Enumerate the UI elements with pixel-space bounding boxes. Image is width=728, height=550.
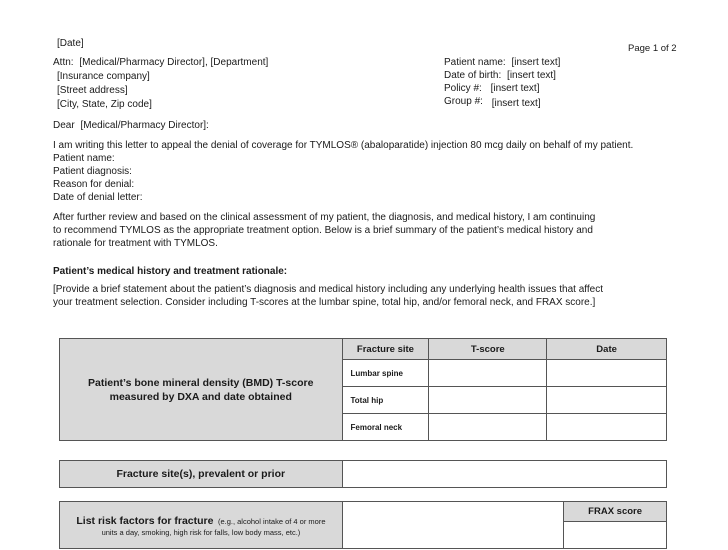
review-line-2: to recommend TYMLOS as the appropriate treatment option. Below is a brief summary of the patient’s medical history and bbox=[53, 225, 593, 236]
street-address: [Street address] bbox=[57, 85, 128, 96]
risk-factors-value-cell[interactable] bbox=[342, 502, 563, 549]
bmd-table-label bbox=[60, 339, 343, 441]
lumbar-spine-date-cell[interactable] bbox=[547, 360, 667, 387]
history-heading: Patient’s medical history and treatment rationale: bbox=[53, 266, 288, 277]
patient-name-label: Patient name: bbox=[444, 57, 506, 68]
intro-field-diagnosis: Patient diagnosis: bbox=[53, 166, 132, 177]
bmd-label-line-1: Patient’s bone mineral density (BMD) T-score bbox=[88, 376, 314, 389]
intro-sentence: I am writing this letter to appeal the denial of coverage for TYMLOS® (abaloparatide) injection 80 mcg daily on behalf of my patient. bbox=[53, 140, 634, 151]
letter-date: [Date] bbox=[57, 38, 84, 49]
salutation-recipient: [Medical/Pharmacy Director]: bbox=[80, 120, 209, 131]
history-instructions-line-2[interactable]: your treatment selection. Consider including T-scores at the lumbar spine, total hip, and/or femoral neck, and FRAX score.] bbox=[53, 297, 596, 308]
femoral-neck-date-cell[interactable] bbox=[547, 414, 667, 441]
bmd-header-fracture-site: Fracture site bbox=[342, 339, 429, 360]
salutation bbox=[53, 119, 212, 132]
policy-label: Policy #: bbox=[444, 83, 482, 94]
femoral-neck-t-score-cell[interactable] bbox=[429, 414, 547, 441]
salutation-dear: Dear bbox=[53, 120, 75, 131]
risk-factors-label: List risk factors for fracture bbox=[76, 515, 214, 527]
review-line-3: rationale for treatment with TYMLOS. bbox=[53, 238, 218, 249]
bmd-label-line-2: measured by DXA and date obtained bbox=[109, 390, 292, 403]
group-label: Group #: bbox=[444, 96, 483, 107]
risk-factors-table bbox=[59, 501, 667, 549]
page-number: Page 1 of 2 bbox=[628, 43, 677, 54]
risk-factors-hint-2: units a day, smoking, high risk for falls, low body mass, etc.) bbox=[101, 528, 301, 537]
attn-value: [Medical/Pharmacy Director], [Department] bbox=[79, 57, 269, 68]
fracture-site-value-cell[interactable] bbox=[342, 461, 666, 488]
intro-field-reason: Reason for denial: bbox=[53, 179, 135, 190]
frax-score-header: FRAX score bbox=[564, 502, 667, 522]
policy-value[interactable]: [insert text] bbox=[490, 83, 540, 94]
total-hip-date-cell[interactable] bbox=[547, 387, 667, 414]
bmd-site-total-hip: Total hip bbox=[342, 387, 429, 414]
patient-name-value[interactable]: [insert text] bbox=[511, 57, 561, 68]
intro-field-patient-name: Patient name: bbox=[53, 153, 115, 164]
bmd-header-date: Date bbox=[547, 339, 667, 360]
bmd-header-t-score: T-score bbox=[429, 339, 547, 360]
attn-label: Attn: bbox=[53, 57, 74, 68]
bmd-site-lumbar-spine: Lumbar spine bbox=[342, 360, 429, 387]
frax-score-value-cell[interactable] bbox=[564, 522, 667, 549]
intro-field-denial-date: Date of denial letter: bbox=[53, 192, 143, 203]
fracture-site-label: Fracture site(s), prevalent or prior bbox=[60, 461, 343, 488]
insurance-company: [Insurance company] bbox=[57, 71, 150, 82]
group-value[interactable]: [insert text] bbox=[491, 98, 541, 109]
patient-name-line bbox=[444, 56, 560, 69]
lumbar-spine-t-score-cell[interactable] bbox=[429, 360, 547, 387]
risk-factors-hint-1: (e.g., alcohol intake of 4 or more bbox=[217, 517, 326, 526]
fracture-site-table bbox=[59, 460, 667, 488]
bmd-table bbox=[59, 338, 667, 441]
policy-line bbox=[444, 82, 539, 95]
city-state-zip: [City, State, Zip code] bbox=[57, 99, 152, 110]
dob-value[interactable]: [insert text] bbox=[507, 70, 556, 81]
bmd-site-femoral-neck: Femoral neck bbox=[342, 414, 429, 441]
risk-factors-label-cell bbox=[60, 502, 343, 549]
dob-line bbox=[444, 69, 556, 82]
group-line bbox=[444, 95, 541, 108]
attn-line bbox=[53, 56, 268, 69]
total-hip-t-score-cell[interactable] bbox=[429, 387, 547, 414]
history-instructions-line-1[interactable]: [Provide a brief statement about the patient’s diagnosis and medical history including any underlying health issues that affect bbox=[53, 284, 603, 295]
review-line-1: After further review and based on the clinical assessment of my patient, the diagnosis, and medical history, I am continuing bbox=[53, 212, 596, 223]
dob-label: Date of birth: bbox=[444, 70, 502, 81]
